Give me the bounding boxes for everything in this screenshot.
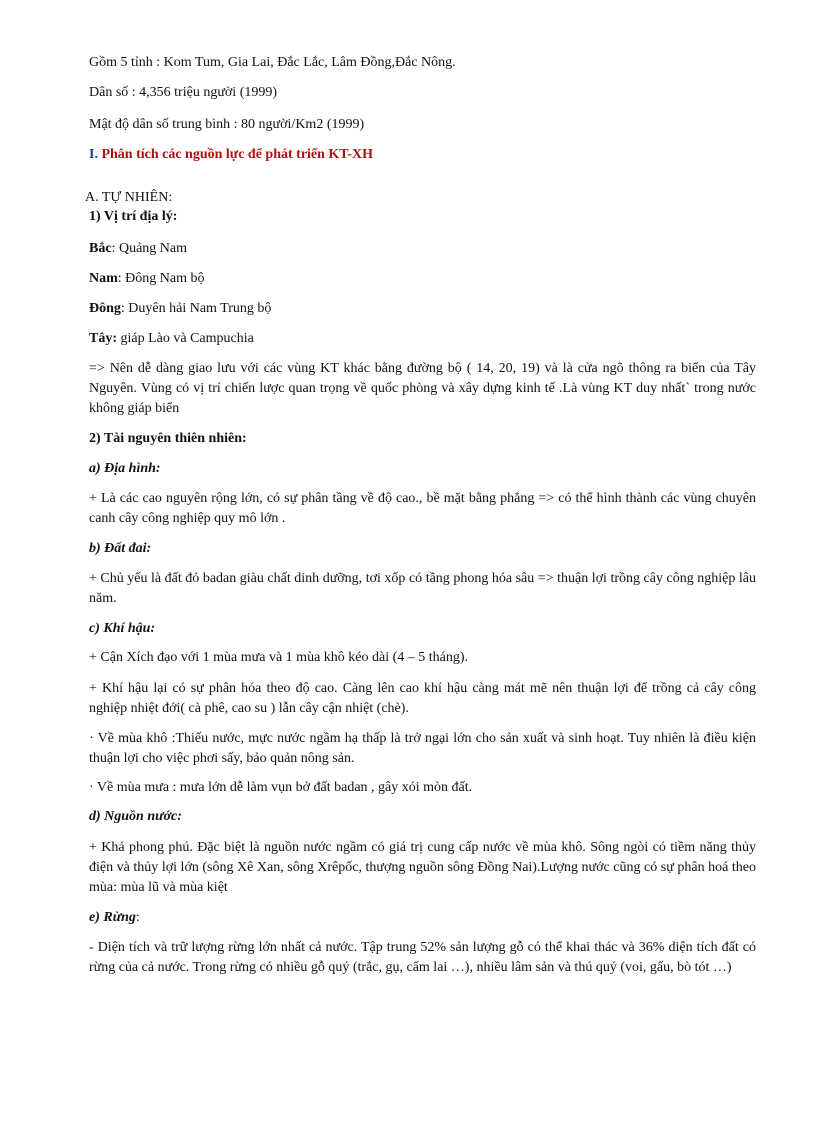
- border-north-value: : Quảng Nam: [111, 241, 187, 256]
- intro-population: Dân số : 4,356 triệu người (1999): [89, 85, 278, 100]
- part-a-heading: A. TỰ NHIÊN:: [85, 190, 173, 205]
- section-title: Phân tích các nguồn lực để phát triển KT-XH: [101, 147, 374, 162]
- forest-text: - Diện tích và trữ lượng rừng lớn nhất cả nước. Tập trung 52% sản lượng gỗ có thể khai thác và 36% diện tích đất có rừng của cả nước. Trong rừng có nhiều gỗ quý (trắc, gụ, cẩm lai …), nhiều lâm sản và thú quý (voi, gấu, bò tót …): [89, 940, 756, 975]
- soil-text: + Chủ yếu là đất đỏ badan giàu chất dinh dưỡng, tơi xốp có tầng phong hóa sâu => thuận lợi trồng cây công nghiệp lâu năm.: [89, 571, 756, 606]
- border-south: [89, 270, 205, 288]
- climate-heading: c) Khí hậu:: [89, 621, 156, 636]
- section-numeral: I.: [89, 147, 98, 162]
- forest-heading: [89, 909, 140, 927]
- border-west: [89, 330, 254, 348]
- climate-text-1: + Cận Xích đạo với 1 mùa mưa và 1 mùa khô kéo dài (4 – 5 tháng).: [89, 650, 469, 665]
- border-north: [89, 240, 187, 258]
- terrain-heading: a) Địa hình:: [89, 461, 161, 476]
- section-heading: [89, 146, 373, 164]
- climate-text-2: + Khí hậu lại có sự phân hóa theo độ cao. Càng lên cao khí hậu càng mát mẽ nên thuận lợi để trồng cả cây công nghiệp nhiệt đới( cà phê, cao su ) lẫn cây cận nhiệt (chè).: [89, 681, 756, 716]
- water-heading: d) Nguồn nước:: [89, 809, 182, 824]
- climate-text-4: · Về mùa mưa : mưa lớn dễ làm vụn bở đất badan , gây xói mòn đất.: [89, 780, 473, 795]
- forest-heading-label: e) Rừng: [89, 910, 136, 925]
- forest-heading-colon: :: [135, 910, 140, 925]
- border-north-label: Bắc: [89, 241, 112, 256]
- border-east-value: : Duyên hải Nam Trung bộ: [120, 301, 272, 316]
- border-south-label: Nam: [89, 271, 118, 286]
- intro-provinces: Gồm 5 tỉnh : Kom Tum, Gia Lai, Đắc Lắc, Lâm Đồng,Đắc Nông.: [89, 55, 456, 70]
- border-south-value: : Đông Nam bộ: [117, 271, 205, 286]
- intro-density: Mật độ dân số trung bình : 80 người/Km2 (1999): [89, 117, 365, 132]
- location-heading: 1) Vị trí địa lý:: [89, 209, 178, 224]
- location-conclusion: => Nên dễ dàng giao lưu với các vùng KT khác bằng đường bộ ( 14, 20, 19) và là cửa ngõ thông ra biển của Tây Nguyên. Vùng có vị trí chiến lược quan trọng về quốc phòng và xây dựng kinh tế .Là vùng KT duy nhất` trong nước không giáp biển: [89, 361, 756, 416]
- climate-text-3: · Về mùa khô :Thiếu nước, mực nước ngầm hạ thấp là trở ngại lớn cho sản xuất và sinh hoạt. Tuy nhiên là điều kiện thuận lợi cho việc phơi sấy, bảo quản nông sản.: [89, 731, 756, 766]
- border-west-label: Tây:: [89, 331, 117, 346]
- water-text: + Khá phong phú. Đặc biệt là nguồn nước ngầm có giá trị cung cấp nước về mùa khô. Sông ngòi có tiềm năng thủy điện và thủy lợi lớn (sông Xê Xan, sông Xrêpốc, thượng nguồn sông Đồng Nai).Lượng nước cũng có sự phân hoá theo mùa: mùa lũ và mùa kiệt: [89, 840, 756, 895]
- terrain-text: + Là các cao nguyên rộng lớn, có sự phân tầng về độ cao., bề mặt bằng phẳng => có thể hình thành các vùng chuyên canh cây công nghiệp quy mô lớn .: [89, 491, 756, 526]
- soil-heading: b) Đất đai:: [89, 541, 152, 556]
- border-east-label: Đông: [89, 301, 121, 316]
- border-east: [89, 300, 271, 318]
- resources-heading: 2) Tài nguyên thiên nhiên:: [89, 431, 247, 446]
- border-west-value: giáp Lào và Campuchia: [117, 331, 254, 346]
